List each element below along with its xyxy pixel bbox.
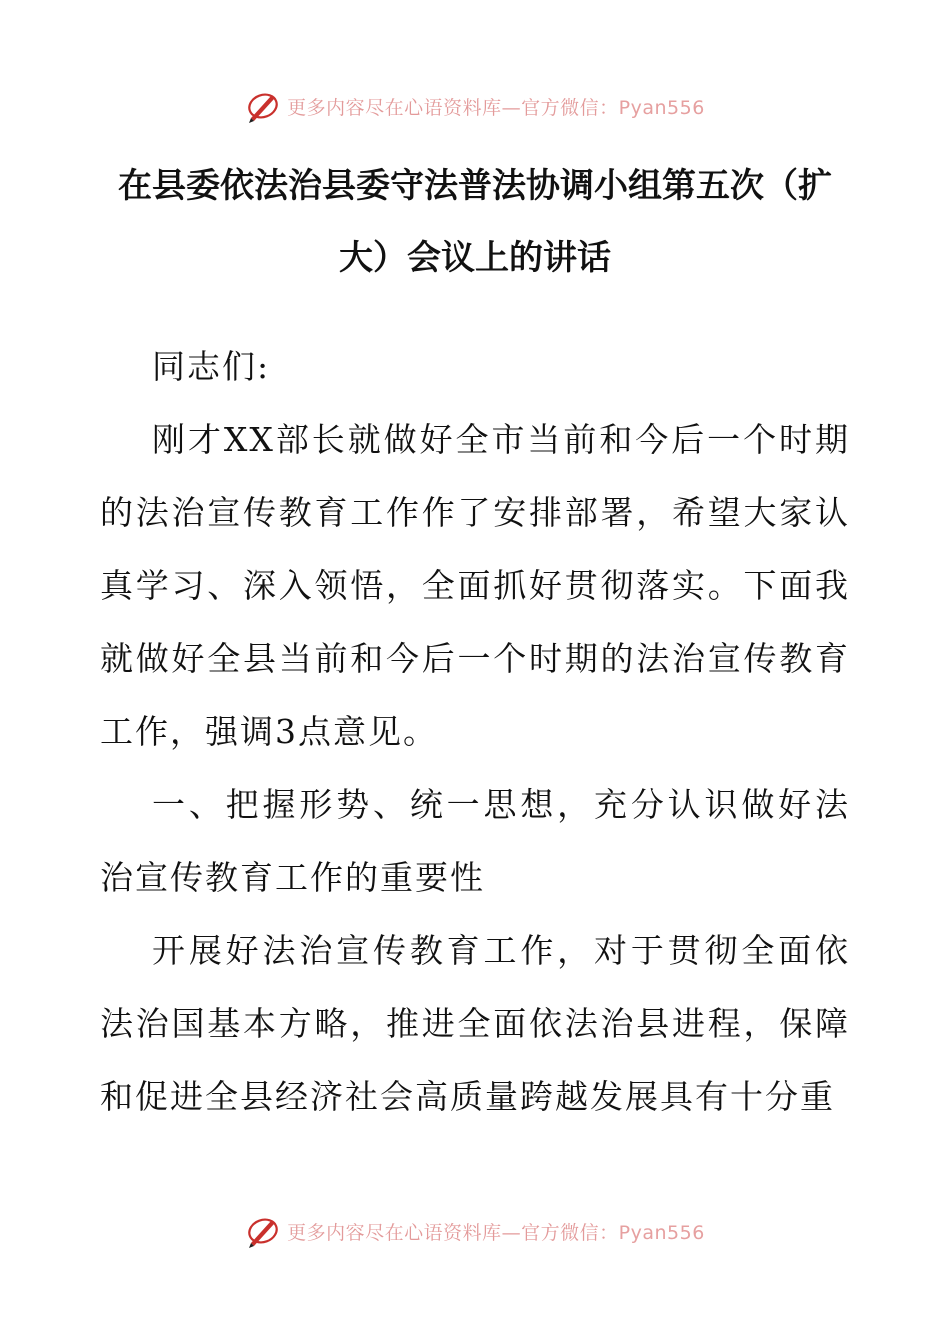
watermark-text: 更多内容尽在心语资料库—官方微信：Pyan556 <box>287 1221 705 1244</box>
watermark-handle: Pyan556 <box>618 1221 705 1244</box>
watermark-footer <box>0 1209 950 1253</box>
pen-swirl-logo-icon <box>245 88 281 124</box>
salutation: 同志们: <box>152 347 271 386</box>
watermark-handle: Pyan556 <box>618 96 705 119</box>
document-title: 在县委依法治县委守法普法协调小组第五次（扩大）会议上的讲话 <box>118 166 832 278</box>
document-body <box>100 330 850 1133</box>
watermark-text: 更多内容尽在心语资料库—官方微信：Pyan556 <box>287 96 705 119</box>
paragraph-intro: 刚才XX部长就做好全市当前和今后一个时期的法治宣传教育工作作了安排部署，希望大家认真学习、深入领悟，全面抓好贯彻落实。下面我就做好全县当前和今后一个时期的法治宣传教育工作，强调3点意见。 <box>100 420 850 751</box>
paragraph-section-1: 开展好法治宣传教育工作，对于贯彻全面依法治国基本方略，推进全面依法治县进程，保障和促进全县经济社会高质量跨越发展具有十分重 <box>100 931 850 1116</box>
pen-swirl-logo-icon <box>245 1213 281 1249</box>
watermark-header <box>0 84 950 128</box>
section-heading-1: 一、把握形势、统一思想，充分认识做好法治宣传教育工作的重要性 <box>100 785 850 897</box>
